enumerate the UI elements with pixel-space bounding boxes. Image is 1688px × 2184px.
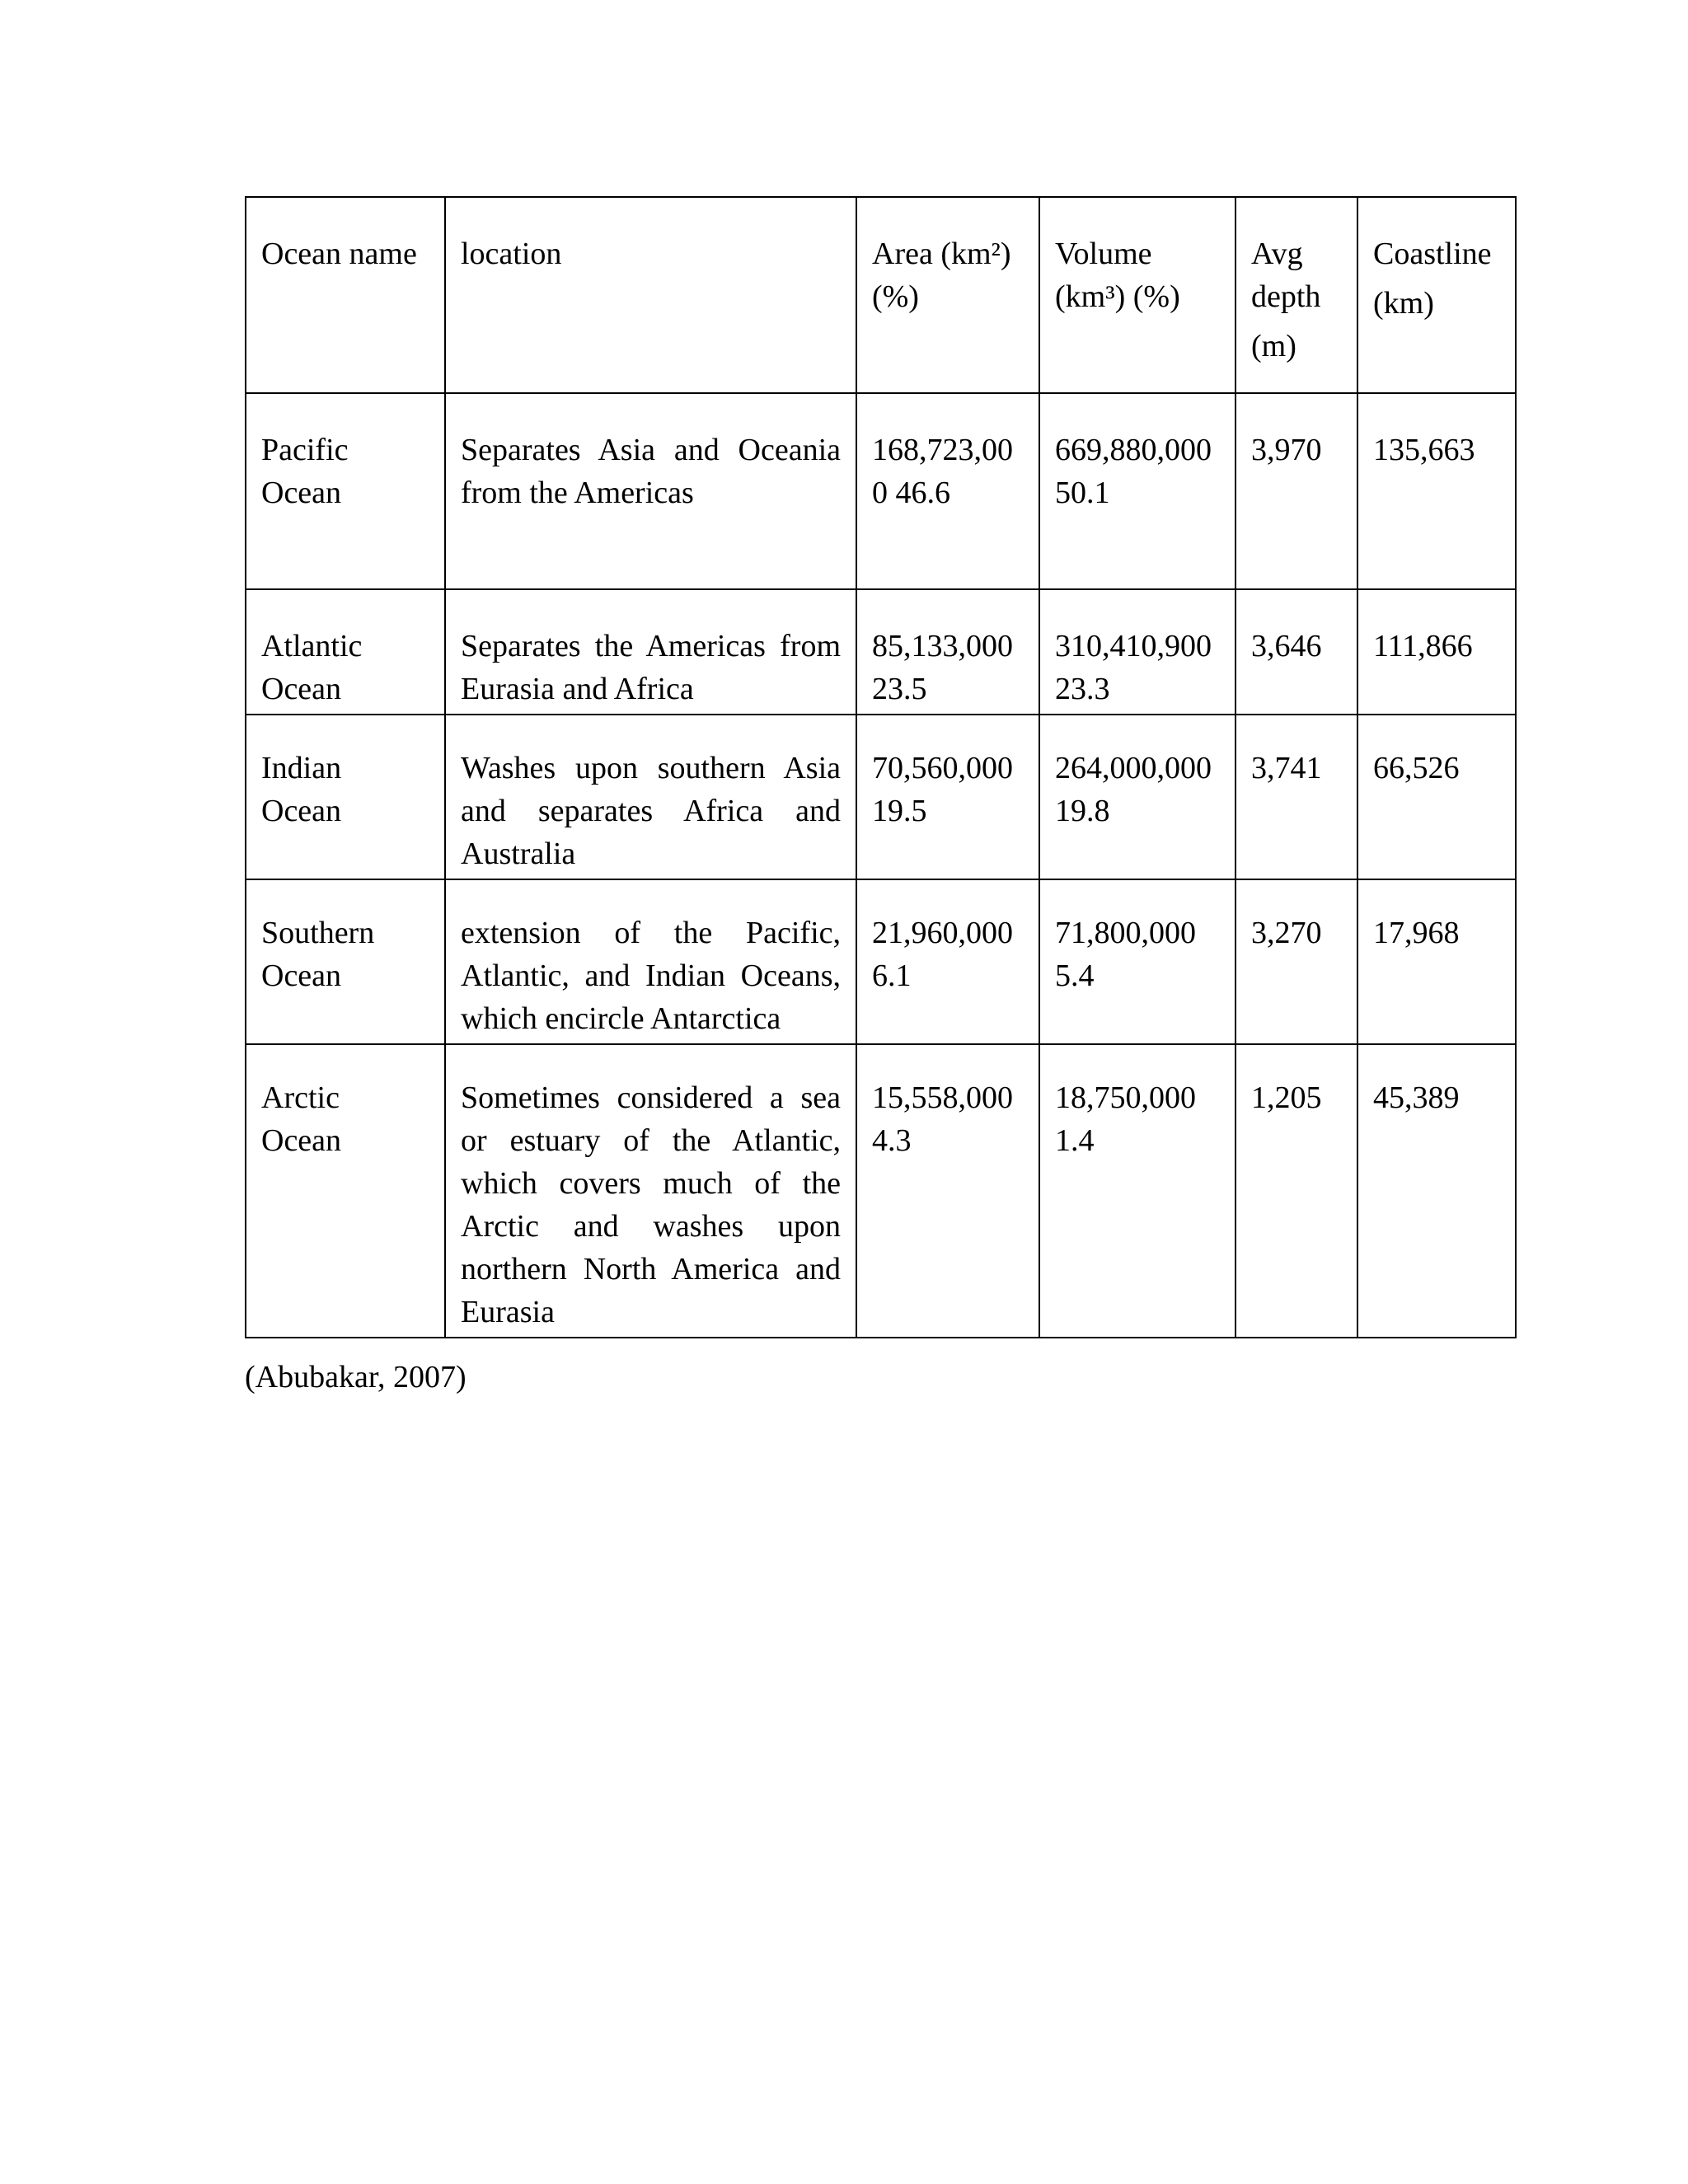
cell-ocean-name: [246, 879, 445, 1044]
header-depth: [1236, 197, 1357, 393]
cell-volume: [1039, 1044, 1236, 1338]
header-location-text: location: [461, 237, 562, 271]
ocean-name-line-1: Arctic: [261, 1080, 340, 1115]
cell-depth: 3,970: [1236, 393, 1357, 589]
cell-coastline: 111,866: [1357, 589, 1516, 715]
cell-coastline: 17,968: [1357, 879, 1516, 1044]
header-depth-line-3: (m): [1251, 329, 1296, 363]
cell-coastline: 135,663: [1357, 393, 1516, 589]
table-row: [246, 393, 1516, 589]
area-line-2: 0 46.6: [872, 476, 950, 510]
area-line-2: 4.3: [872, 1123, 912, 1158]
area-line-1: 85,133,000: [872, 629, 1013, 663]
volume-line-1: 71,800,000: [1055, 916, 1196, 950]
volume-line-1: 669,880,000: [1055, 433, 1212, 467]
header-location: [445, 197, 856, 393]
volume-line-1: 310,410,900: [1055, 629, 1212, 663]
cell-location: Washes upon southern Asia and separates Africa and Australia: [445, 715, 856, 879]
volume-line-1: 264,000,000: [1055, 751, 1212, 785]
citation: (Abubakar, 2007): [245, 1360, 467, 1394]
area-line-2: 6.1: [872, 958, 912, 993]
area-line-2: 19.5: [872, 794, 927, 828]
header-depth-line-2: depth: [1251, 279, 1321, 314]
area-line-1: 15,558,000: [872, 1080, 1013, 1115]
area-line-1: 168,723,00: [872, 433, 1013, 467]
header-ocean-name-text: Ocean name: [261, 237, 417, 271]
ocean-name-line-2: Ocean: [261, 1123, 342, 1158]
cell-coastline: 45,389: [1357, 1044, 1516, 1338]
ocean-name-line-1: Indian: [261, 751, 342, 785]
cell-location: Sometimes considered a sea or estuary of the Atlantic, which covers much of the Arctic and washes upon northern North America and Eurasia: [445, 1044, 856, 1338]
header-ocean-name: [246, 197, 445, 393]
ocean-name-line-1: Atlantic: [261, 629, 363, 663]
cell-ocean-name: [246, 589, 445, 715]
header-depth-gap: [1251, 318, 1342, 325]
volume-line-2: 19.8: [1055, 794, 1110, 828]
ocean-name-line-2: Ocean: [261, 794, 342, 828]
ocean-name-line-2: Ocean: [261, 476, 342, 510]
header-coastline-gap: [1373, 275, 1500, 282]
area-line-1: 21,960,000: [872, 916, 1013, 950]
header-coastline-line-1: Coastline: [1373, 237, 1492, 271]
header-coastline: [1357, 197, 1516, 393]
header-volume-line-1: Volume: [1055, 237, 1152, 271]
cell-location: Separates the Americas from Eurasia and Africa: [445, 589, 856, 715]
table-row: [246, 715, 1516, 879]
table-header-row: [246, 197, 1516, 393]
ocean-data-table: [245, 196, 1517, 1338]
area-line-1: 70,560,000: [872, 751, 1013, 785]
table-row: [246, 589, 1516, 715]
header-volume-line-2: (km³) (%): [1055, 279, 1180, 314]
cell-area: [856, 1044, 1039, 1338]
volume-line-2: 1.4: [1055, 1123, 1095, 1158]
header-volume: [1039, 197, 1236, 393]
header-area-line-1: Area (km²): [872, 237, 1011, 271]
cell-area: [856, 879, 1039, 1044]
cell-area: [856, 393, 1039, 589]
area-line-2: 23.5: [872, 672, 927, 706]
volume-line-1: 18,750,000: [1055, 1080, 1196, 1115]
cell-volume: [1039, 589, 1236, 715]
cell-ocean-name: [246, 393, 445, 589]
cell-ocean-name: [246, 1044, 445, 1338]
ocean-name-line-2: Ocean: [261, 958, 342, 993]
cell-area: [856, 589, 1039, 715]
header-coastline-line-2: (km): [1373, 286, 1434, 321]
header-depth-line-1: Avg: [1251, 237, 1303, 271]
cell-volume: [1039, 879, 1236, 1044]
volume-line-2: 5.4: [1055, 958, 1095, 993]
volume-line-2: 50.1: [1055, 476, 1110, 510]
cell-depth: 3,646: [1236, 589, 1357, 715]
cell-location: extension of the Pacific, Atlantic, and Indian Oceans, which encircle Antarctica: [445, 879, 856, 1044]
cell-depth: 3,270: [1236, 879, 1357, 1044]
header-area-line-2: (%): [872, 279, 919, 314]
cell-depth: 1,205: [1236, 1044, 1357, 1338]
cell-area: [856, 715, 1039, 879]
cell-depth: 3,741: [1236, 715, 1357, 879]
cell-volume: [1039, 715, 1236, 879]
cell-coastline: 66,526: [1357, 715, 1516, 879]
cell-ocean-name: [246, 715, 445, 879]
header-area: [856, 197, 1039, 393]
table-row: [246, 879, 1516, 1044]
ocean-name-line-2: Ocean: [261, 672, 342, 706]
cell-location: Separates Asia and Oceania from the Americas: [445, 393, 856, 589]
table-row: [246, 1044, 1516, 1338]
ocean-name-line-1: Pacific: [261, 433, 349, 467]
ocean-name-line-1: Southern: [261, 916, 375, 950]
volume-line-2: 23.3: [1055, 672, 1110, 706]
cell-volume: [1039, 393, 1236, 589]
